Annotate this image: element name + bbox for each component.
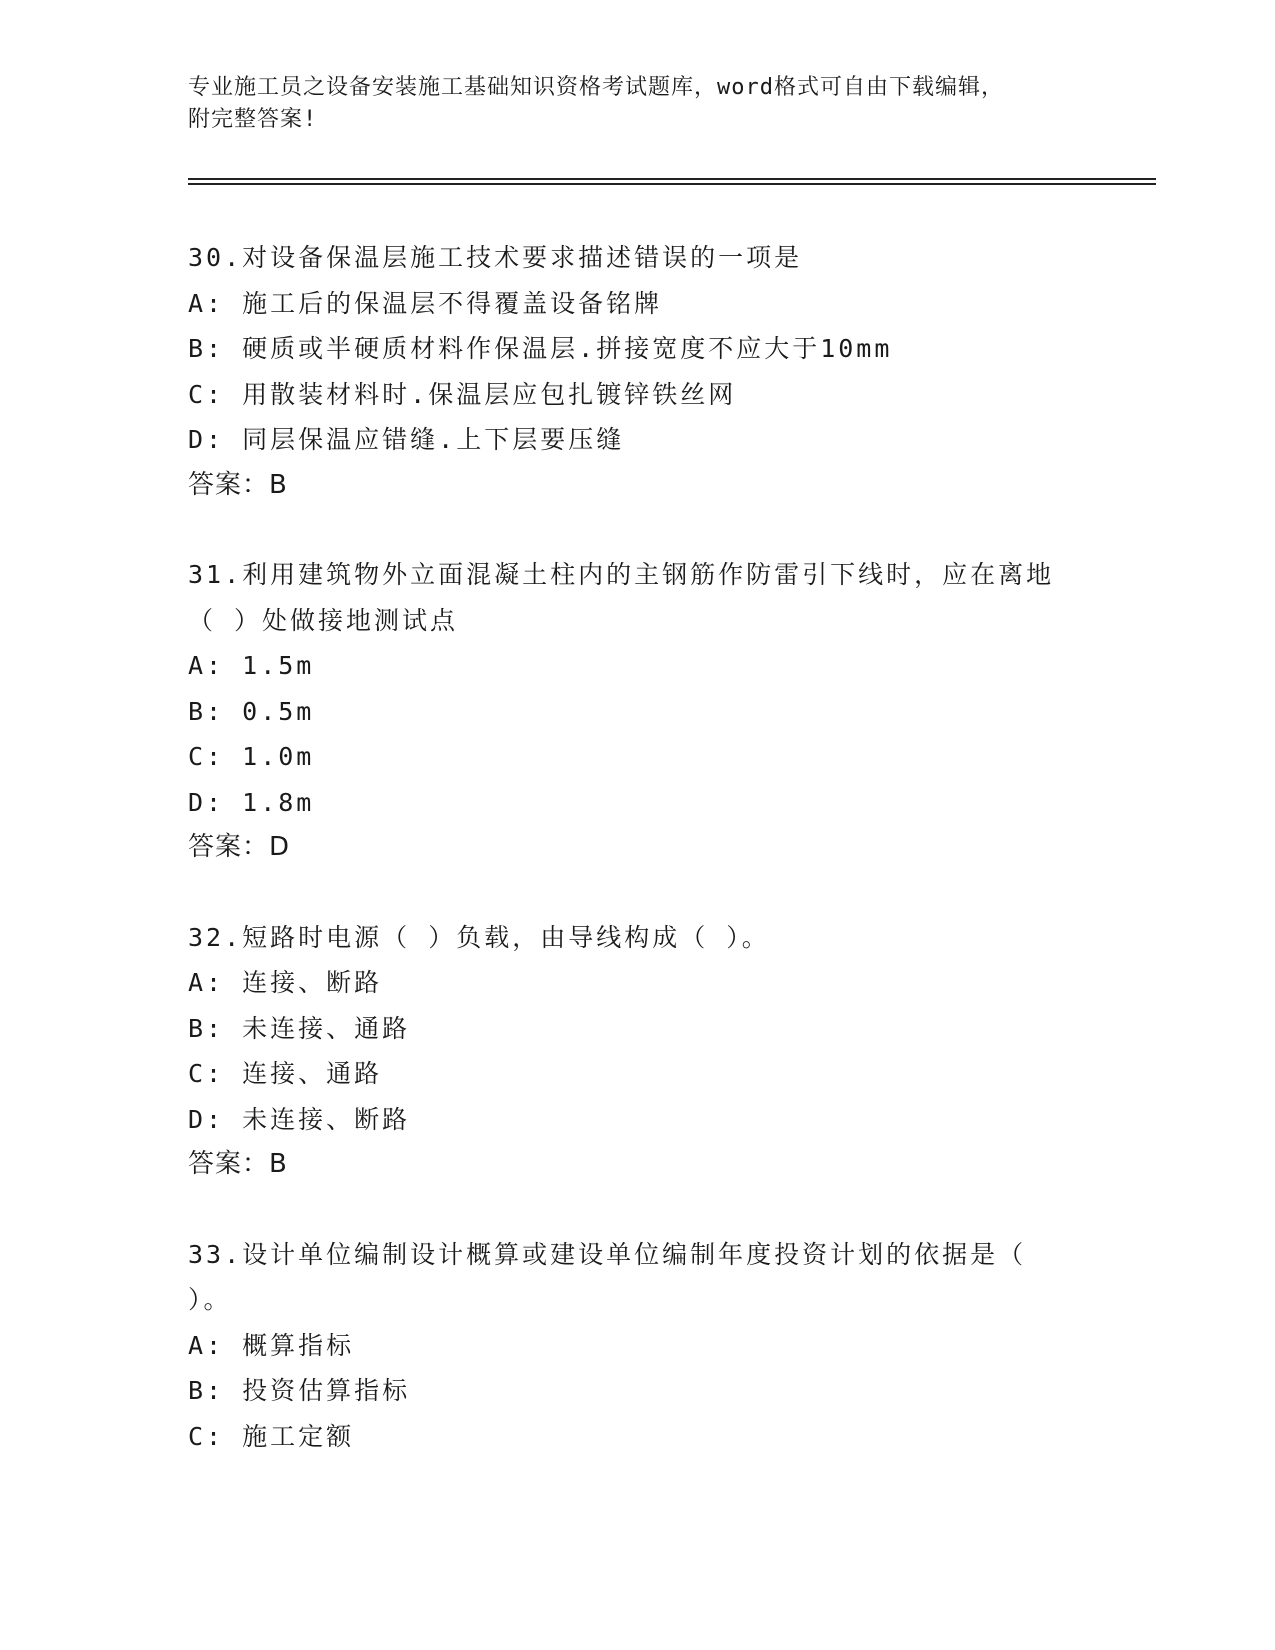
question-stem — [188, 915, 1088, 961]
option-a: A: 连接、断路 — [188, 968, 383, 997]
option-c: C: 连接、通路 — [188, 1059, 383, 1088]
answer: 答案：B — [188, 1149, 288, 1179]
option-d: D: 1.8m — [188, 787, 315, 817]
option-a: A: 概算指标 — [188, 1330, 355, 1360]
question-stem — [188, 235, 1088, 281]
question-list — [188, 235, 1088, 1503]
option-b: B: 硬质或半硬质材料作保温层.拼接宽度不应大于10mm — [188, 334, 893, 363]
answer: 答案：B — [188, 469, 288, 500]
question-stem — [188, 552, 1088, 643]
header-divider-bottom — [188, 183, 1156, 185]
option-d: D: 同层保温应错缝.上下层要压缝 — [188, 425, 625, 454]
document-header — [188, 72, 1068, 136]
question-30 — [188, 235, 1088, 508]
question-32 — [188, 915, 1088, 1188]
header-line-2: 附完整答案! — [188, 107, 318, 132]
option-d: D: 未连接、断路 — [188, 1104, 411, 1134]
option-c: C: 用散装材料时.保温层应包扎镀锌铁丝网 — [188, 379, 737, 409]
question-stem — [188, 1232, 1088, 1323]
question-stem-line: 30.对设备保温层施工技术要求描述错误的一项是 — [188, 243, 803, 272]
question-stem-line: ）。 — [188, 1285, 232, 1314]
question-stem-line: 32.短路时电源（ ）负载，由导线构成（ ）。 — [188, 922, 770, 952]
option-b: B: 0.5m — [188, 696, 315, 726]
question-33 — [188, 1232, 1088, 1460]
option-b: B: 投资估算指标 — [188, 1376, 411, 1405]
option-a: A: 施工后的保温层不得覆盖设备铭牌 — [188, 288, 663, 318]
answer: 答案：D — [188, 832, 291, 862]
option-a: A: 1.5m — [188, 651, 315, 680]
option-c: C: 施工定额 — [188, 1421, 355, 1451]
option-c: C: 1.0m — [188, 742, 315, 771]
question-31 — [188, 552, 1088, 871]
question-stem-line: 33.设计单位编制设计概算或建设单位编制年度投资计划的依据是（ — [188, 1239, 1027, 1269]
header-divider-top — [188, 178, 1156, 180]
header-line-1: 专业施工员之设备安装施工基础知识资格考试题库，word格式可自由下载编辑， — [188, 75, 1004, 100]
question-stem-line: 31.利用建筑物外立面混凝土柱内的主钢筋作防雷引下线时，应在离地 — [188, 560, 1055, 589]
option-b: B: 未连接、通路 — [188, 1013, 411, 1043]
question-stem-line: （ ）处做接地测试点 — [188, 605, 459, 635]
